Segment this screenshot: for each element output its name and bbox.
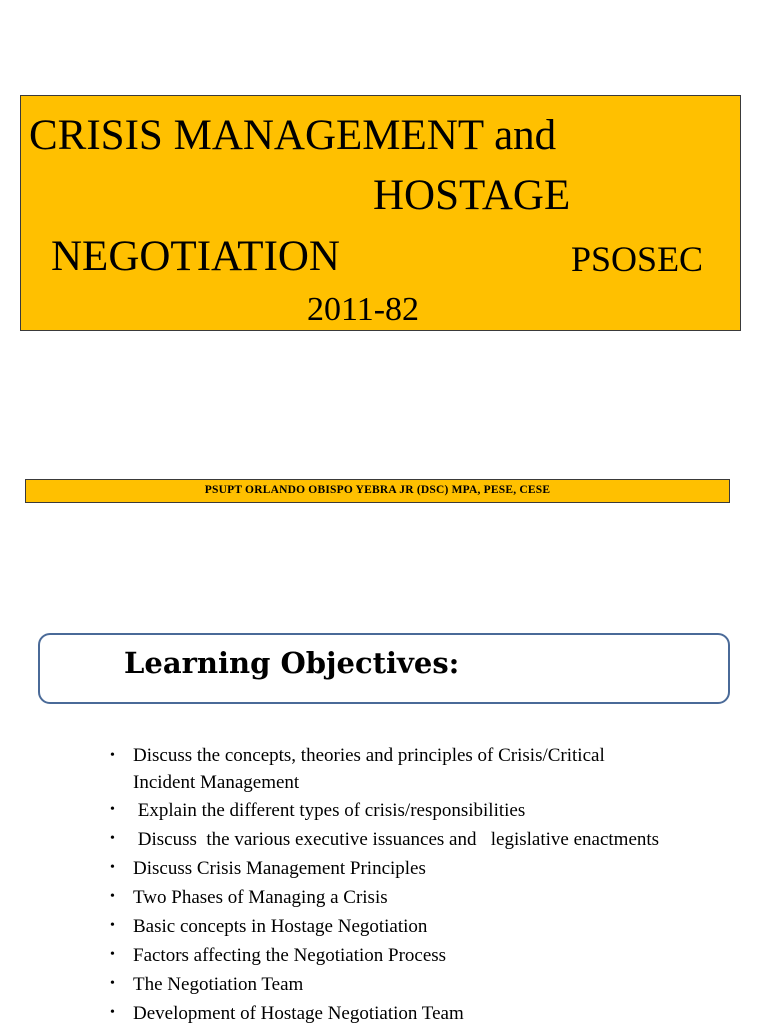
list-item xyxy=(110,970,750,999)
objective-text: The Negotiation Team xyxy=(133,974,304,995)
objective-text: Development of Hostage Negotiation Team xyxy=(133,1003,464,1024)
course-code: PSOSEC xyxy=(571,239,704,279)
bullet-icon: • xyxy=(110,976,115,991)
objective-text: Factors affecting the Negotiation Process xyxy=(133,945,447,966)
section-heading-box xyxy=(38,633,730,704)
title-line-1: CRISIS MANAGEMENT and xyxy=(29,112,557,159)
list-item xyxy=(110,796,750,825)
author-name: PSUPT ORLANDO OBISPO YEBRA JR (DSC) MPA, PESE, CESE xyxy=(204,484,551,496)
list-item xyxy=(110,941,750,970)
bullet-icon: • xyxy=(110,831,115,846)
class-number: 2011-82 xyxy=(307,291,420,328)
section-heading: Learning Objectives: xyxy=(124,646,460,680)
bullet-icon: • xyxy=(110,748,115,763)
bullet-icon: • xyxy=(110,947,115,962)
objectives-list xyxy=(110,742,750,1028)
objective-text: Explain the different types of crisis/responsibilities xyxy=(133,800,526,821)
bullet-icon: • xyxy=(110,802,115,817)
objective-text: Discuss the concepts, theories and principles of Crisis/Critical Incident Management xyxy=(133,745,605,793)
bullet-icon: • xyxy=(110,1005,115,1020)
objective-text: Discuss the various executive issuances and legislative enactments xyxy=(133,829,660,850)
objective-text: Basic concepts in Hostage Negotiation xyxy=(133,916,428,937)
list-item xyxy=(110,742,750,796)
bullet-icon: • xyxy=(110,860,115,875)
author-banner xyxy=(25,479,730,503)
objective-text: Discuss Crisis Management Principles xyxy=(133,858,426,879)
list-item xyxy=(110,912,750,941)
bullet-icon: • xyxy=(110,889,115,904)
list-item xyxy=(110,825,750,854)
title-line-3: NEGOTIATION xyxy=(51,233,340,280)
bullet-icon: • xyxy=(110,918,115,933)
title-banner xyxy=(20,95,741,331)
list-item xyxy=(110,883,750,912)
title-line-2: HOSTAGE xyxy=(373,172,571,219)
list-item xyxy=(110,854,750,883)
objective-text: Two Phases of Managing a Crisis xyxy=(133,887,388,908)
